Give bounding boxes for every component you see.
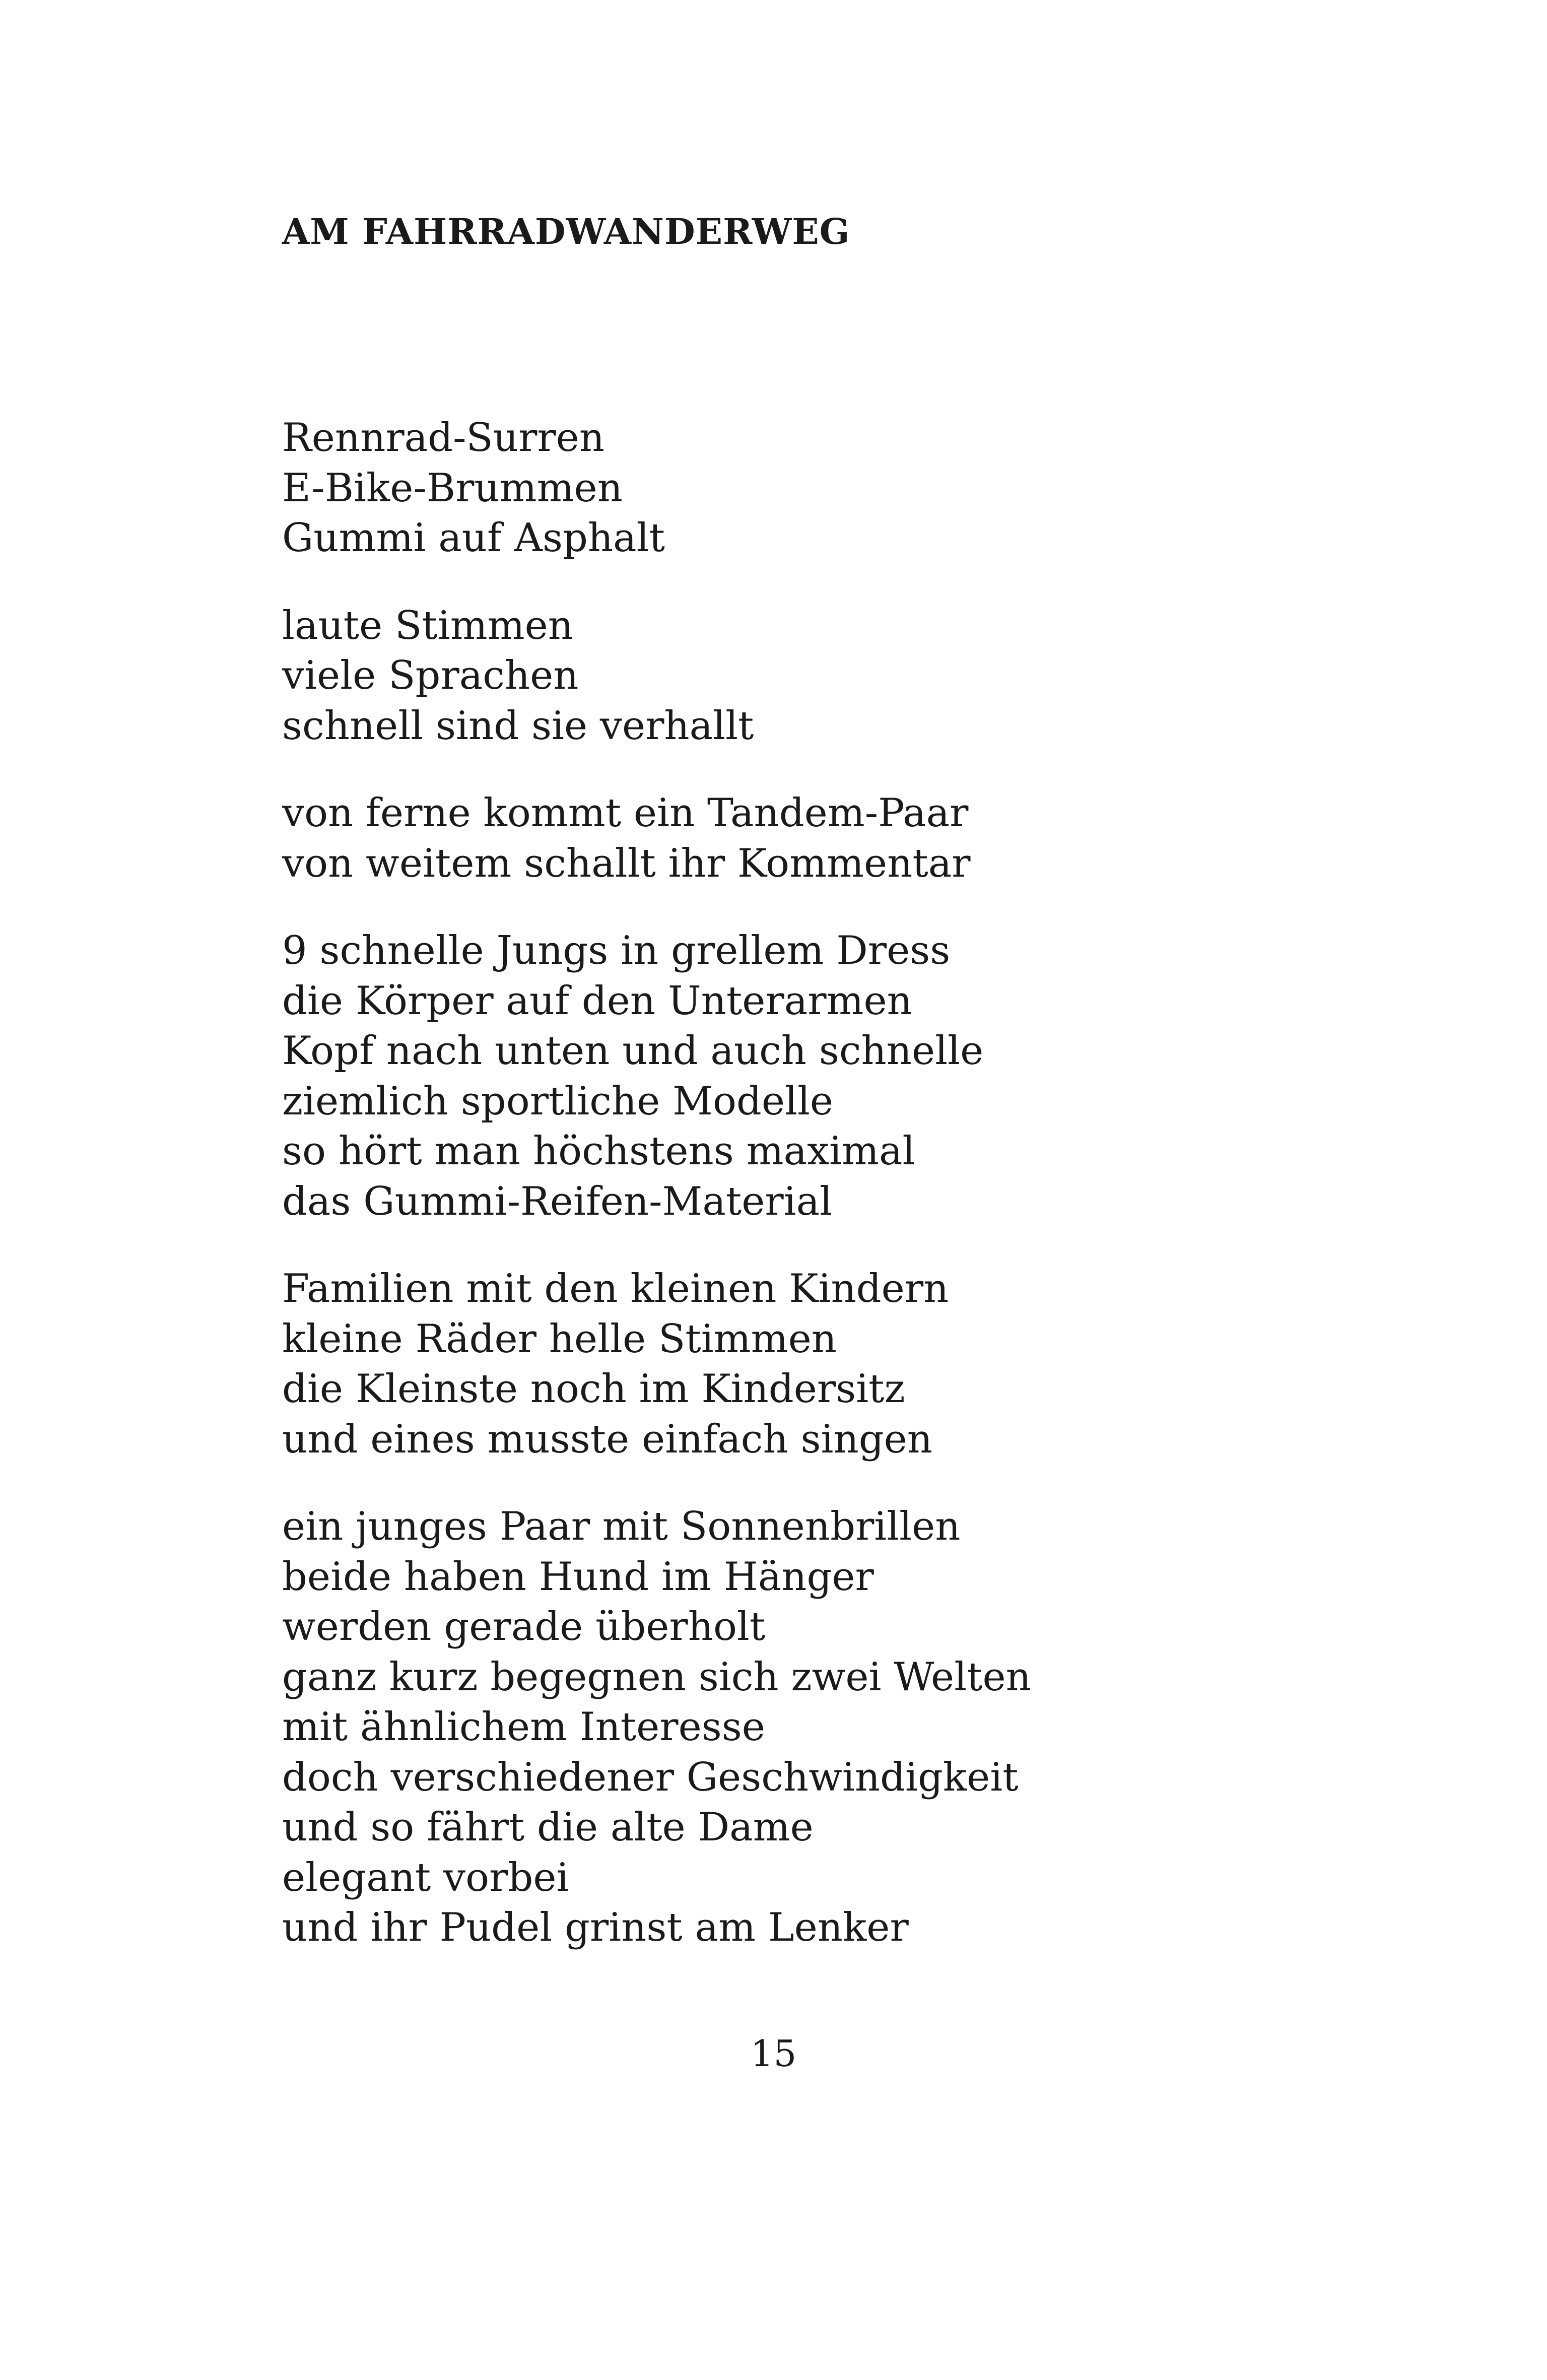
poem-title: AM FAHRRADWANDERWEG: [282, 211, 850, 252]
stanza-6: [282, 1502, 1290, 1953]
poem-line: das Gummi-Reifen-Material: [282, 1178, 833, 1224]
poem-line: und eines musste einfach singen: [282, 1416, 933, 1462]
poem-line: doch verschiedener Geschwindigkeit: [282, 1754, 1019, 1800]
poem-line: ziemlich sportliche Modelle: [282, 1078, 834, 1124]
poem-line: die Körper auf den Unterarmen: [282, 978, 912, 1024]
poem-line: die Kleinste noch im Kindersitz: [282, 1366, 905, 1412]
poem-line: Rennrad-Surren: [282, 415, 605, 460]
poem-line: E-Bike-Brummen: [282, 465, 623, 511]
poem-line: mit ähnlichem Interesse: [282, 1704, 765, 1750]
poem-line: elegant vorbei: [282, 1855, 569, 1900]
poem-line: ein junges Paar mit Sonnenbrillen: [282, 1504, 961, 1549]
poem-line: 9 schnelle Jungs in grellem Dress: [282, 928, 951, 973]
poem-line: kleine Räder helle Stimmen: [282, 1316, 837, 1362]
poem-body: [282, 413, 1290, 1991]
stanza-5: [282, 1264, 1290, 1465]
poem-line: beide haben Hund im Hänger: [282, 1554, 874, 1600]
poem-line: und so fährt die alte Dame: [282, 1805, 814, 1850]
poem-line: und ihr Pudel grinst am Lenker: [282, 1905, 909, 1950]
stanza-4: [282, 926, 1290, 1227]
poem-line: viele Sprachen: [282, 653, 579, 698]
poem-line: Kopf nach unten und auch schnelle: [282, 1028, 984, 1074]
poem-line: Gummi auf Asphalt: [282, 515, 665, 561]
poem-line: von ferne kommt ein Tandem-Paar: [282, 790, 969, 836]
stanza-3: [282, 788, 1290, 889]
poem-line: werden gerade überholt: [282, 1604, 766, 1649]
stanza-1: [282, 413, 1290, 564]
poem-line: schnell sind sie verhallt: [282, 703, 754, 749]
poem-line: Familien mit den kleinen Kindern: [282, 1266, 949, 1311]
stanza-2: [282, 601, 1290, 752]
poem-line: so hört man höchstens maximal: [282, 1129, 915, 1174]
page-number: 15: [750, 2032, 797, 2075]
poem-line: ganz kurz begegnen sich zwei Welten: [282, 1654, 1031, 1700]
poem-line: laute Stimmen: [282, 603, 574, 648]
poem-line: von weitem schallt ihr Kommentar: [282, 840, 971, 886]
